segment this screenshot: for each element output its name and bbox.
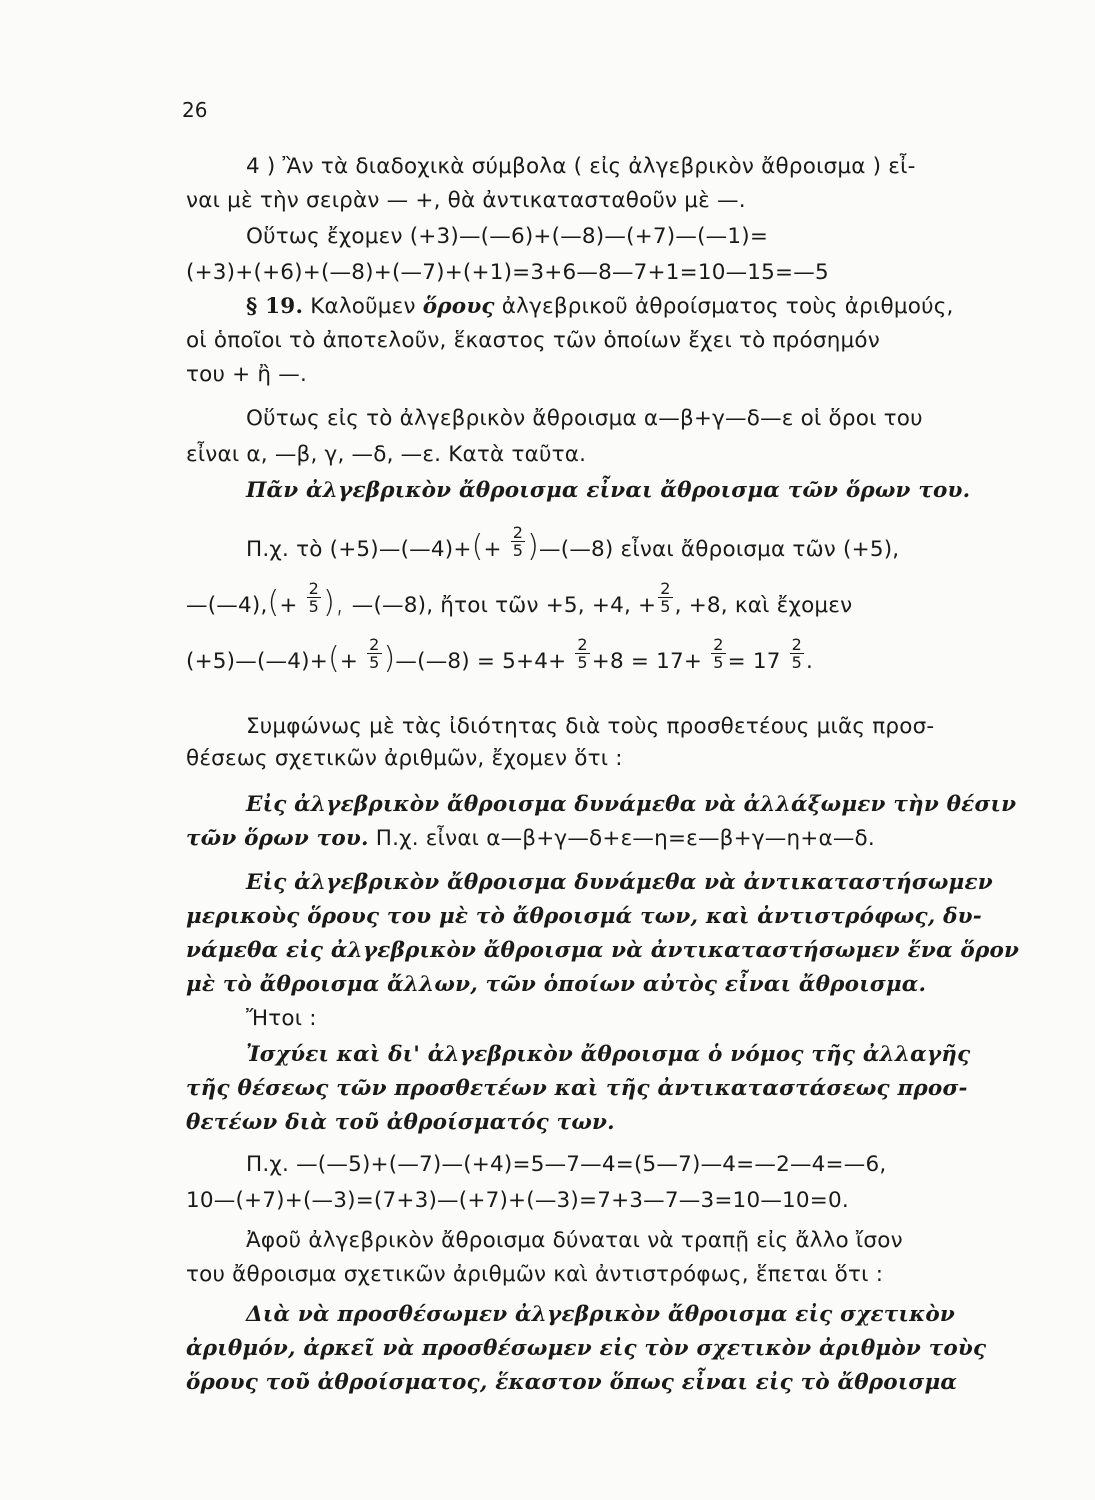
- fraction: $\frac{2}{5}$: [660, 579, 671, 616]
- fraction: $\frac{2}{5}$: [577, 635, 588, 672]
- theorem-line: τῶν ὅρων του. Π.χ. εἶναι α—β+γ—δ+ε—η=ε—β+γ—η+α—δ.: [186, 826, 875, 851]
- section-number: § 19.: [246, 294, 304, 319]
- fraction: $\frac{2}{5}$: [308, 579, 320, 616]
- text-line: 4 ) Ἂν τὰ διαδοχικὰ σύμβολα ( εἰς ἀλγεβρικὸν ἄθροισμα ) εἶ-: [246, 154, 916, 179]
- text-line: Συμφώνως μὲ τὰς ἰδιότητας διὰ τοὺς προσθετέους μιᾶς προσ-: [246, 714, 935, 739]
- theorem-line: Εἰς ἀλγεβρικὸν ἄθροισμα δυνάμεθα νὰ ἀντικαταστήσωμεν: [246, 870, 993, 895]
- term-ororus: ὅρους: [422, 294, 495, 319]
- text-line: Οὕτως ἔχομεν (+3)—(—6)+(—8)—(+7)—(—1)=: [246, 224, 769, 249]
- text-line: (+3)+(+6)+(—8)+(—7)+(+1)=3+6—8—7+1=10—15=—5: [186, 260, 829, 285]
- theorem-line: μὲ τὸ ἄθροισμα ἄλλων, τῶν ὁποίων αὐτὸς εἶναι ἄθροισμα.: [186, 972, 927, 997]
- fraction: $\frac{2}{5}$: [369, 635, 380, 672]
- theorem-line: Πᾶν ἀλγεβρικὸν ἄθροισμα εἶναι ἄθροισμα τῶν ὅρων του.: [246, 478, 971, 503]
- example-line: (+5)—(—4)+(+ $\frac{2}{5}$ )—(—8) = 5+4+ $\frac{2}{5}$ +8 = 17+ $\frac{2}{5}$ = 17 $\frac{2}{5}$ .: [186, 635, 814, 676]
- theorem-line: νάμεθα εἰς ἀλγεβρικὸν ἄθροισμα νὰ ἀντικαταστήσωμεν ἕνα ὅρον: [186, 938, 1020, 963]
- section-19-line: § 19. Καλοῦμεν ὅρους ἀλγεβρικοῦ ἀθροίσματος τοὺς ἀριθμούς,: [246, 294, 954, 319]
- text-line: θέσεως σχετικῶν ἀριθμῶν, ἔχομεν ὅτι :: [186, 746, 623, 771]
- theorem-line: Διὰ νὰ προσθέσωμεν ἀλγεβρικὸν ἄθροισμα εἰς σχετικὸν: [246, 1302, 956, 1327]
- example-line: Π.χ. τὸ (+5)—(—4)+(+ $\frac{2}{5}$ )—(—8) εἶναι ἄθροισμα τῶν (+5),: [246, 523, 900, 564]
- text-line: Π.χ. —(—5)+(—7)—(+4)=5—7—4=(5—7)—4=—2—4=—6,: [246, 1152, 887, 1177]
- text-line: Ἤτοι :: [246, 1006, 317, 1031]
- text-line: Ἀφοῦ ἀλγεβρικὸν ἄθροισμα δύναται νὰ τραπῇ εἰς ἄλλο ἴσον: [246, 1228, 903, 1253]
- text-line: του + ἢ —.: [186, 362, 308, 387]
- example-line: —(—4),(+ $\frac{2}{5}$ ), —(—8), ἤτοι τῶν +5, +4, + $\frac{2}{5}$ , +8, καὶ ἔχομεν: [186, 579, 853, 620]
- fraction: $\frac{2}{5}$: [713, 635, 724, 672]
- fraction: $\frac{2}{5}$: [791, 635, 803, 672]
- text-line: 10—(+7)+(—3)=(7+3)—(+7)+(—3)=7+3—7—3=10—10=0.: [186, 1188, 849, 1213]
- theorem-line: ὅρους τοῦ ἀθροίσματος, ἕκαστον ὅπως εἶναι εἰς τὸ ἄθροισμα: [186, 1370, 958, 1395]
- fraction: $\frac{2}{5}$: [512, 523, 524, 560]
- theorem-line: τῆς θέσεως τῶν προσθετέων καὶ τῆς ἀντικαταστάσεως προσ-: [186, 1076, 968, 1101]
- theorem-line: Ἰσχύει καὶ δι' ἀλγεβρικὸν ἄθροισμα ὁ νόμος τῆς ἀλλαγῆς: [246, 1042, 971, 1067]
- theorem-line: θετέων διὰ τοῦ ἀθροίσματός των.: [186, 1110, 615, 1135]
- text-line: ναι μὲ τὴν σειρὰν — +, θὰ ἀντικατασταθοῦν μὲ —.: [186, 188, 746, 213]
- text-line: εἶναι α, —β, γ, —δ, —ε. Κατὰ ταῦτα.: [186, 442, 587, 467]
- page-number: 26: [182, 98, 208, 122]
- text-line: οἱ ὁποῖοι τὸ ἀποτελοῦν, ἕκαστος τῶν ὁποίων ἔχει τὸ πρόσημόν: [186, 328, 880, 353]
- text-line: Οὕτως εἰς τὸ ἀλγεβρικὸν ἄθροισμα α—β+γ—δ—ε οἱ ὅροι του: [246, 406, 923, 431]
- theorem-line: Εἰς ἀλγεβρικὸν ἄθροισμα δυνάμεθα νὰ ἀλλάξωμεν τὴν θέσιν: [246, 792, 1017, 817]
- text-line: του ἄθροισμα σχετικῶν ἀριθμῶν καὶ ἀντιστρόφως, ἕπεται ὅτι :: [186, 1262, 884, 1287]
- theorem-line: μερικοὺς ὅρους του μὲ τὸ ἄθροισμά των, καὶ ἀντιστρόφως, δυ-: [186, 904, 982, 929]
- theorem-line: ἀριθμόν, ἀρκεῖ νὰ προσθέσωμεν εἰς τὸν σχετικὸν ἀριθμὸν τοὺς: [186, 1336, 987, 1361]
